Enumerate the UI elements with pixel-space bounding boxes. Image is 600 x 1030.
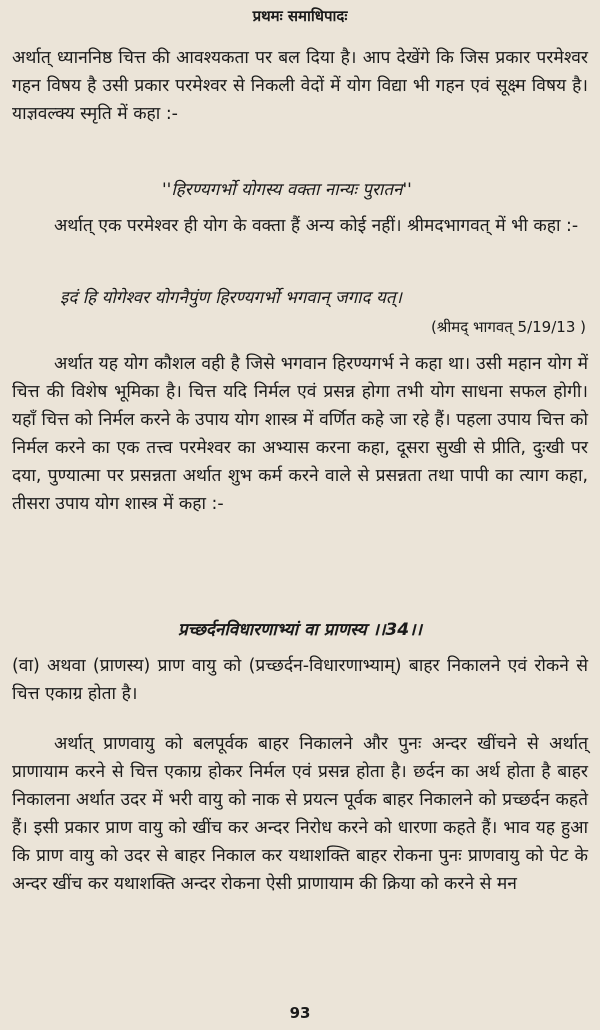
paragraph-4: (वा) अथवा (प्राणस्य) प्राण वायु को (प्रच्छर्दन-विधारणाभ्याम्) बाहर निकालने एवं रोकने से चित्त एकाग्र होता है। [12, 656, 588, 704]
quoted-verse-yajnavalkya: ''हिरण्यगर्भो योगस्य वक्ता नान्यः पुरातन'' [162, 180, 412, 200]
running-header: प्रथमः समाधिपादः [252, 7, 348, 25]
paragraph-3: अर्थात यह योग कौशल वही है जिसे भगवान हिरण्यगर्भ ने कहा था। उसी महान योग में चित्त की विशेष भूमिका है। चित्त यदि निर्मल एवं प्रसन्न होगा तभी योग साधना सफल होगी। यहाँ चित्त को निर्मल करने के उपाय योग शास्त्र में वर्णित कहे जा रहे हैं। पहला उपाय चित्त को निर्मल करने का एक तत्त्व परमेश्वर का अभ्यास करना कहा, दूसरा सुखी से प्रीति, दुःखी पर दया, पुण्यात्मा पर प्रसन्नता अर्थात शुभ कर्म करने वाले से प्रसन्नता तथा पापी का त्याग कहा, तीसरा उपाय योग शास्त्र में कहा :- [12, 354, 588, 514]
page-number: 93 [289, 1004, 311, 1022]
paragraph-5: अर्थात् प्राणवायु को बलपूर्वक बाहर निकालने और पुनः अन्दर खींचने से अर्थात् प्राणायाम करने से चित्त एकाग्र होकर निर्मल एवं प्रसन्न होता है। छर्दन का अर्थ होता है बाहर निकालना अर्थात उदर में भरी वायु को नाक से प्रयत्न पूर्वक बाहर निकालने को प्रच्छर्दन कहते हैं। इसी प्रकार प्राण वायु को खींच कर अन्दर निरोध करने को धारणा कहते हैं। भाव यह हुआ कि प्राण वायु को उदर से बाहर निकाल कर यथाशक्ति बाहर रोकना पुनः प्राणवायु को पेट के अन्दर खींच कर यथाशक्ति अन्दर रोकना ऐसी प्राणायाम की क्रिया को करने से मन [12, 734, 588, 894]
quoted-verse-bhagavat: इदं हि योगेश्वर योगनैपुंण हिरण्यगर्भो भगवान् जगाद यत्। [60, 288, 402, 308]
verse-reference: (श्रीमद् भागवत् 5/19/13 ) [430, 318, 586, 336]
sutra-verse-34: प्रच्छर्दनविधारणाभ्यां वा प्राणस्य ।।34।। [178, 620, 422, 640]
paragraph-2: अर्थात् एक परमेश्वर ही योग के वक्ता हैं अन्य कोई नहीं। श्रीमदभागवत् में भी कहा :- [54, 216, 579, 236]
paragraph-1: अर्थात् ध्याननिष्ठ चित्त की आवश्यकता पर बल दिया है। आप देखेंगे कि जिस प्रकार परमेश्वर गहन विषय है उसी प्रकार परमेश्वर से निकली वेदों में योग विद्या भी गहन एवं सूक्ष्म विषय है। याज्ञवल्क्य स्मृति में कहा :- [12, 48, 588, 124]
